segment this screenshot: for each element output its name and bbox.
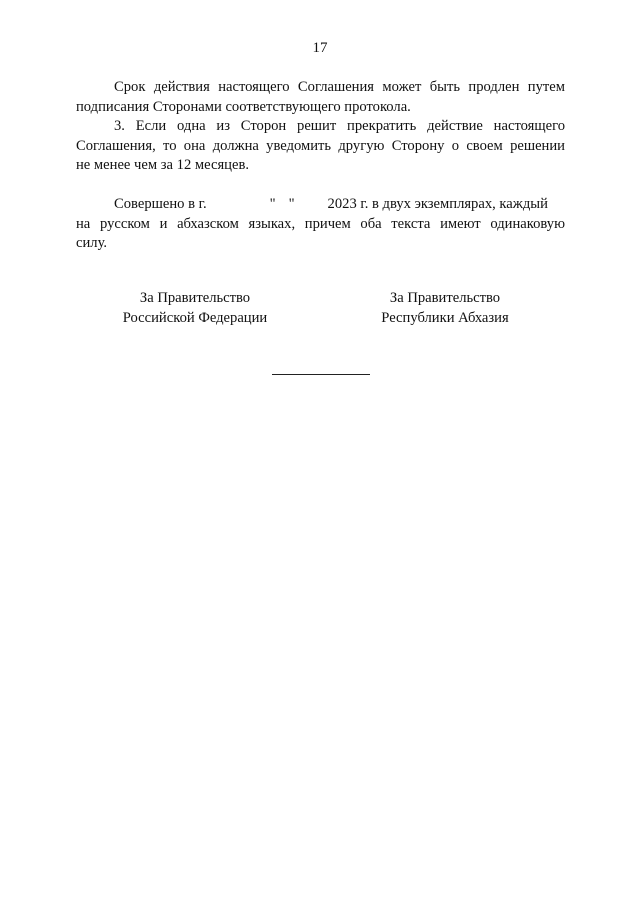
paragraph-line: подписания Сторонами соответствующего протокола. [76,98,411,115]
paragraph-done-at [76,195,565,254]
paragraph-line: Срок действия настоящего Соглашения может быть продлен путем [114,79,565,95]
signature-line: Республики Абхазия [381,309,509,326]
page-number: 17 [312,40,328,56]
date-open-quote: " [269,196,276,212]
signature-line: За Правительство [139,290,251,306]
paragraph-line: силу. [76,235,108,251]
date-close-quote: " [288,196,295,212]
paragraph-line-done [76,195,565,215]
signature-line: Российской Федерации [122,309,268,326]
paragraph-line: не менее чем за 12 месяцев. [76,157,249,173]
end-divider-line [272,374,370,375]
signature-line: За Правительство [389,290,501,306]
signature-block-russia [105,289,285,328]
paragraph-line: 3. Если одна из Сторон решит прекратить действие настоящего [114,118,565,134]
paragraph-line: Соглашения, то она должна уведомить другую Сторону о своем решении [76,137,565,154]
signature-block-abkhazia [355,289,535,328]
paragraph-term-extension [76,78,565,117]
paragraph-termination [76,117,565,176]
paragraph-line: на русском и абхазском языках, причем оба текста имеют одинаковую [76,215,565,232]
done-lead-text: Совершено в г. [114,196,207,212]
done-tail-text: 2023 г. в двух экземплярах, каждый [327,196,548,212]
